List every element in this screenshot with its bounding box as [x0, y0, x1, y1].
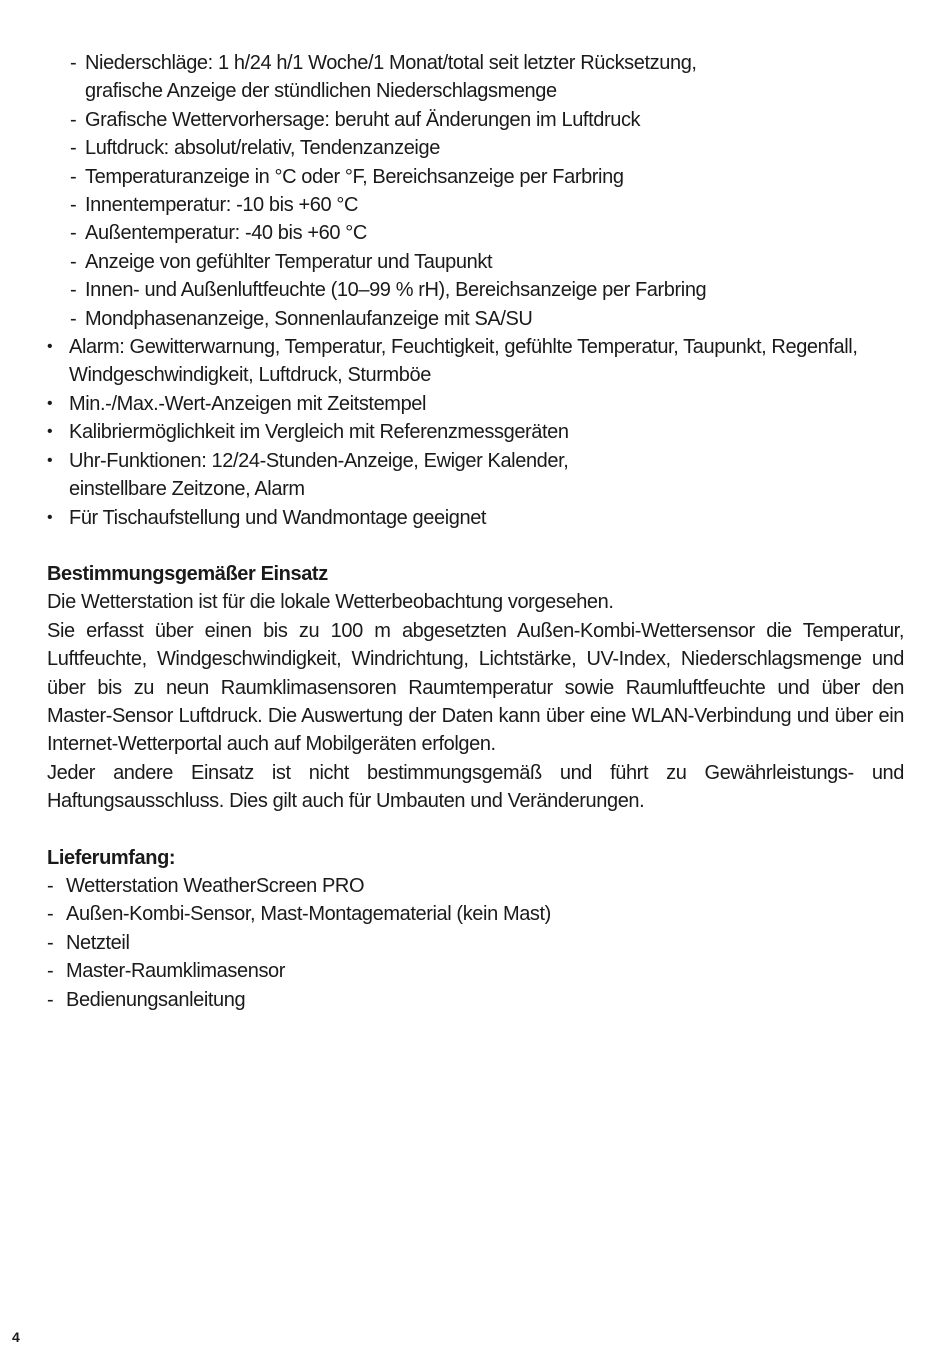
dash-marker: -: [70, 279, 77, 302]
list-item-text: Bedienungsanleitung: [66, 988, 246, 1011]
scope-list: [47, 872, 904, 1014]
intended-use-section: [47, 560, 904, 816]
bullet-marker: •: [47, 451, 53, 469]
dash-marker: -: [70, 165, 77, 188]
paragraph: Jeder andere Einsatz ist nicht bestimmungsgemäß und führt zu Gewährleistungs- und Haftungsausschluss. Dies gilt auch für Umbauten und Veränderungen.: [47, 761, 904, 813]
dash-marker: -: [70, 52, 77, 74]
dash-marker: -: [70, 194, 77, 217]
list-item: [47, 447, 904, 504]
list-item: [47, 248, 904, 276]
list-item-text: Luftdruck: absolut/relativ, Tendenzanzeige: [85, 137, 440, 160]
list-item-text: Für Tischaufstellung und Wandmontage geeignet: [69, 506, 487, 529]
list-item-text: Master-Raumklimasensor: [66, 960, 286, 983]
dash-marker: -: [47, 931, 54, 954]
paragraph: Sie erfasst über einen bis zu 100 m abgesetzten Außen-Kombi-Wettersensor die Temperatur, Luftfeuchte, Windgeschwindigkeit, Windrichtung, Lichtstärke, UV-Index, Niederschlagsmenge und über bis zu neun Raumklimasensoren Raumtemperatur sowie Raumluftfeuchte und über den Master-Sensor Luftdruck. Die Auswertung der Daten kann über eine WLAN-Verbindung und über ein Internet-Wetterportal auch auf Mobilgeräten erfolgen.: [47, 619, 904, 756]
list-item: [47, 219, 904, 247]
list-item-text: Innentemperatur: -10 bis +60 °C: [85, 194, 358, 217]
dash-marker: -: [70, 108, 77, 131]
bullet-marker: •: [47, 394, 53, 412]
dash-marker: -: [70, 307, 77, 330]
bullet-marker: •: [47, 423, 53, 441]
bullet-marker: •: [47, 338, 53, 356]
dash-marker: -: [70, 250, 77, 273]
list-item: [47, 49, 904, 106]
dash-marker: -: [47, 903, 54, 926]
list-item: [47, 390, 904, 418]
page-content: [47, 49, 904, 1014]
list-item-text: Netzteil: [66, 931, 130, 954]
list-item: [47, 900, 904, 928]
list-item: [47, 276, 904, 304]
list-item-text: Min.-/Max.-Wert-Anzeigen mit Zeitstempel: [69, 392, 427, 415]
list-item: [47, 191, 904, 219]
list-item-text: Uhr-Funktionen: 12/24-Stunden-Anzeige, Ewiger Kalender,: [69, 449, 569, 472]
feature-sub-list: [47, 49, 904, 333]
list-item: [47, 106, 904, 134]
list-item-text: Grafische Wettervorhersage: beruht auf Änderungen im Luftdruck: [85, 108, 641, 131]
scope-of-delivery-section: [47, 844, 904, 1014]
list-item: [47, 418, 904, 446]
list-item-text: Temperaturanzeige in °C oder °F, Bereichsanzeige per Farbring: [85, 165, 624, 188]
list-item-text: Kalibriermöglichkeit im Vergleich mit Referenzmessgeräten: [69, 421, 569, 444]
list-item-text: Mondphasenanzeige, Sonnenlaufanzeige mit SA/SU: [85, 307, 533, 330]
list-item: [47, 305, 904, 333]
list-item: [47, 986, 904, 1014]
list-item-text: Wetterstation WeatherScreen PRO: [66, 874, 365, 897]
list-item: [47, 163, 904, 191]
bullet-marker: •: [47, 508, 53, 526]
list-item: [47, 333, 904, 390]
dash-marker: -: [47, 988, 54, 1011]
list-item-text: Außentemperatur: -40 bis +60 °C: [85, 222, 367, 245]
list-item: [47, 134, 904, 162]
list-item-text: Innen- und Außenluftfeuchte (10–99 % rH), Bereichsanzeige per Farbring: [85, 279, 707, 302]
list-item: [47, 872, 904, 900]
dash-marker: -: [70, 222, 77, 245]
page-number: 4: [12, 1329, 20, 1345]
list-item-text: Niederschläge: 1 h/24 h/1 Woche/1 Monat/total seit letzter Rücksetzung,: [85, 52, 697, 74]
list-item-text: Windgeschwindigkeit, Luftdruck, Sturmböe: [69, 364, 431, 387]
dash-marker: -: [47, 960, 54, 983]
list-item-text: Anzeige von gefühlter Temperatur und Taupunkt: [85, 250, 493, 273]
list-item: [47, 504, 904, 532]
list-item: [47, 929, 904, 957]
section-heading: Bestimmungsgemäßer Einsatz: [47, 562, 328, 585]
feature-bullet-list: [47, 333, 904, 532]
dash-marker: -: [47, 874, 54, 897]
list-item-text: Alarm: Gewitterwarnung, Temperatur, Feuchtigkeit, gefühlte Temperatur, Taupunkt, Regenfall,: [69, 336, 858, 359]
list-item-text: Außen-Kombi-Sensor, Mast-Montagematerial (kein Mast): [66, 903, 551, 926]
section-heading: Lieferumfang:: [47, 846, 176, 869]
list-item-text: grafische Anzeige der stündlichen Niederschlagsmenge: [85, 80, 557, 103]
list-item-text: einstellbare Zeitzone, Alarm: [69, 478, 305, 501]
dash-marker: -: [70, 137, 77, 160]
list-item: [47, 957, 904, 985]
paragraph: Die Wetterstation ist für die lokale Wetterbeobachtung vorgesehen.: [47, 591, 614, 614]
